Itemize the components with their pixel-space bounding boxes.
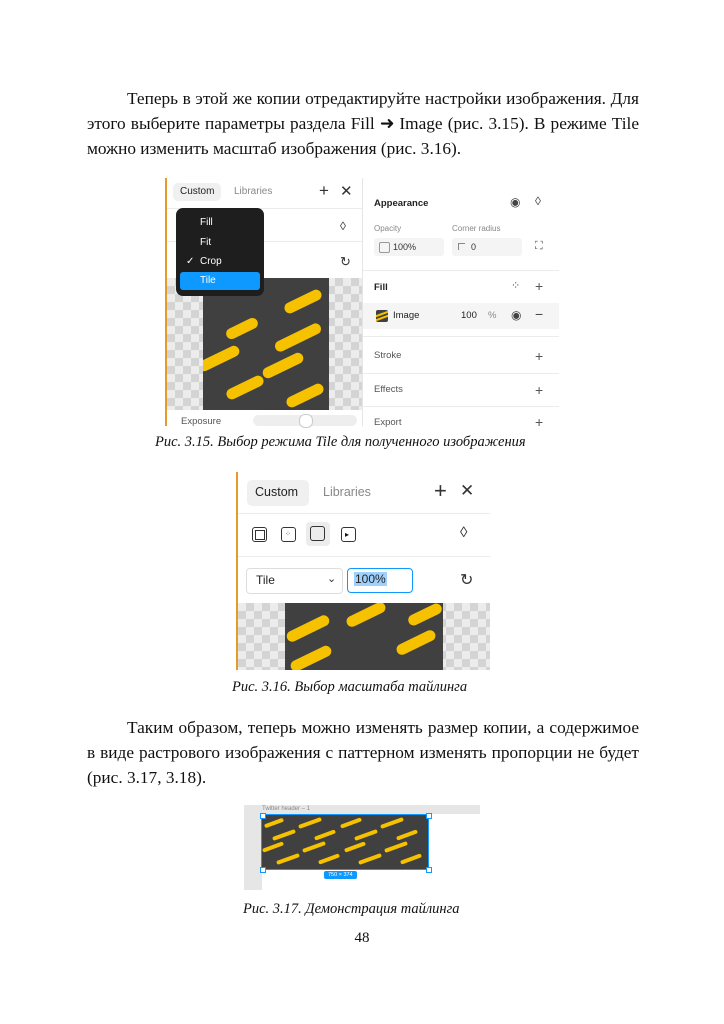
fill-visibility-icon[interactable]: ◉ (511, 308, 522, 322)
tile-dash (276, 853, 300, 865)
tab-libraries[interactable]: Libraries (323, 485, 371, 499)
tile-dash (354, 829, 378, 841)
close-icon[interactable]: ✕ (340, 183, 353, 200)
chevron-down-icon: ⌄ (327, 573, 337, 585)
pattern-dash (289, 644, 333, 670)
pattern-dash (225, 374, 266, 401)
pattern-dash (395, 628, 438, 656)
paragraph-1-text: Теперь в этой же копии отредактируйте настройки изображения. Для этого выберите параметры раздела Fill ➜ Image (рис. 3.15). В режиме Tile можно изменить масштаб изображения (рис. 3.16). (87, 89, 639, 158)
gradient-icon-dots: ⁘ (285, 531, 291, 538)
pattern-preview (203, 278, 329, 410)
tile-dash (314, 829, 336, 840)
independent-corners-icon[interactable]: ⛶ (535, 240, 543, 252)
divider (363, 270, 559, 271)
figure-3-17-caption: Рис. 3.17. Демонстрация тайлинга (243, 901, 460, 917)
tile-dash (272, 829, 296, 841)
opacity-label: Opacity (374, 224, 402, 233)
pattern-dash (283, 288, 324, 315)
divider (363, 373, 559, 374)
video-icon[interactable] (341, 527, 356, 542)
figure-3-15-caption: Рис. 3.15. Выбор режима Tile для полученного изображения (155, 434, 526, 450)
remove-fill-icon[interactable]: − (535, 306, 544, 322)
dropdown-item-tile[interactable]: Tile (180, 272, 260, 290)
styles-icon[interactable]: ⁘ (511, 280, 521, 292)
opacity-drop-icon[interactable]: ◊ (340, 219, 346, 233)
pattern-dash (273, 322, 323, 354)
tile-dash (262, 841, 284, 852)
stroke-label: Stroke (374, 350, 402, 361)
corner-radius-icon (458, 243, 465, 250)
dropdown-item-fit[interactable]: Fit (200, 237, 212, 248)
exposure-slider-handle[interactable] (299, 414, 313, 428)
fill-opacity-value[interactable]: 100 (461, 310, 477, 321)
dropdown-item-crop[interactable] (180, 253, 260, 271)
exposure-slider[interactable] (253, 415, 357, 426)
tiled-image[interactable] (262, 815, 428, 869)
effects-label: Effects (374, 384, 403, 395)
pattern-dash (285, 382, 326, 409)
drop-icon[interactable]: ◊ (535, 194, 541, 208)
tile-dash (358, 853, 382, 865)
divider (363, 406, 559, 407)
pattern-dash (261, 351, 305, 380)
solid-fill-icon-inner (255, 530, 265, 540)
pattern-dash (203, 344, 241, 373)
page-number: 48 (354, 930, 370, 946)
add-icon[interactable]: + (434, 478, 447, 503)
tile-dash (318, 853, 340, 864)
tab-custom-label: Custom (180, 186, 215, 197)
dropdown-item-crop-label: Crop (200, 256, 222, 267)
fill-mode-dropdown[interactable] (176, 208, 264, 296)
figure-3-17 (244, 805, 480, 890)
mode-select-value: Tile (256, 573, 275, 587)
pattern-dash (406, 603, 443, 627)
size-badge: 750 × 374 (324, 871, 357, 879)
figure-3-15 (165, 178, 558, 430)
corner-radius-field[interactable] (452, 238, 522, 256)
tab-libraries[interactable]: Libraries (234, 186, 273, 197)
pattern-preview (285, 603, 443, 670)
eye-icon[interactable]: ◉ (510, 195, 521, 209)
tab-custom[interactable] (173, 183, 221, 201)
tile-dash (396, 829, 418, 840)
add-stroke-icon[interactable]: + (535, 348, 544, 364)
corner-radius-value: 0 (471, 242, 477, 252)
tab-custom[interactable] (247, 480, 309, 506)
resize-handle[interactable] (260, 867, 266, 873)
add-fill-icon[interactable]: + (535, 278, 544, 294)
mode-select[interactable] (246, 568, 343, 594)
scale-input[interactable] (347, 568, 413, 593)
tab-custom-label: Custom (255, 485, 299, 499)
tile-dash (302, 841, 326, 853)
paragraph-1 (87, 86, 639, 161)
exposure-label: Exposure (181, 416, 222, 427)
rotate-icon[interactable]: ↻ (460, 572, 474, 589)
pattern-dash (345, 603, 388, 629)
divider (238, 513, 490, 514)
rotate-icon[interactable]: ↻ (340, 254, 351, 269)
tile-dash (400, 853, 422, 864)
add-export-icon[interactable]: + (535, 414, 544, 430)
tile-dash (340, 817, 362, 828)
dropdown-item-fill[interactable]: Fill (200, 217, 213, 228)
divider (238, 556, 490, 557)
fill-image-row[interactable] (363, 303, 559, 329)
frame-label: Twitter header – 1 (262, 806, 311, 812)
opacity-field[interactable] (374, 238, 444, 256)
figure-3-16-caption: Рис. 3.16. Выбор масштаба тайлинга (232, 679, 468, 695)
resize-handle[interactable] (426, 867, 432, 873)
paragraph-2 (87, 715, 639, 790)
opacity-value: 100% (393, 242, 417, 252)
add-icon[interactable]: + (319, 181, 329, 200)
opacity-icon (379, 242, 390, 253)
paragraph-2-text: Таким образом, теперь можно изменять размер копии, а содержимое в виде растрового изображения с паттерном изменять пропорции не будет (рис. 3.17, 3.18). (87, 718, 639, 787)
divider (363, 336, 559, 337)
tile-dash (384, 841, 408, 853)
resize-handle[interactable] (260, 813, 266, 819)
fill-opacity-unit: % (488, 310, 497, 321)
tile-dash (298, 817, 322, 829)
opacity-drop-icon[interactable]: ◊ (460, 524, 468, 541)
fill-picker-panel (165, 178, 364, 426)
add-effect-icon[interactable]: + (535, 382, 544, 398)
video-icon-play: ▸ (345, 530, 350, 539)
image-swatch[interactable] (376, 310, 388, 322)
corner-radius-label: Corner radius (452, 224, 501, 233)
export-label: Export (374, 417, 402, 428)
design-panel (362, 178, 559, 430)
figure-3-16 (236, 472, 490, 670)
tile-dash (264, 818, 284, 829)
scale-input-value: 100% (355, 572, 386, 586)
fill-image-label: Image (393, 310, 420, 321)
tile-dash (380, 817, 404, 829)
tile-dash (344, 841, 366, 852)
resize-handle[interactable] (426, 813, 432, 819)
gradient-icon[interactable] (281, 527, 296, 542)
fill-label: Fill (374, 282, 388, 293)
image-icon (310, 526, 325, 541)
pattern-dash (224, 316, 259, 341)
checkmark-icon: ✓ (186, 256, 195, 267)
image-fill-icon[interactable] (306, 522, 330, 546)
solid-fill-icon[interactable] (252, 527, 267, 542)
appearance-label: Appearance (374, 198, 429, 209)
close-icon[interactable]: ✕ (460, 481, 475, 500)
pattern-dash (285, 613, 331, 643)
